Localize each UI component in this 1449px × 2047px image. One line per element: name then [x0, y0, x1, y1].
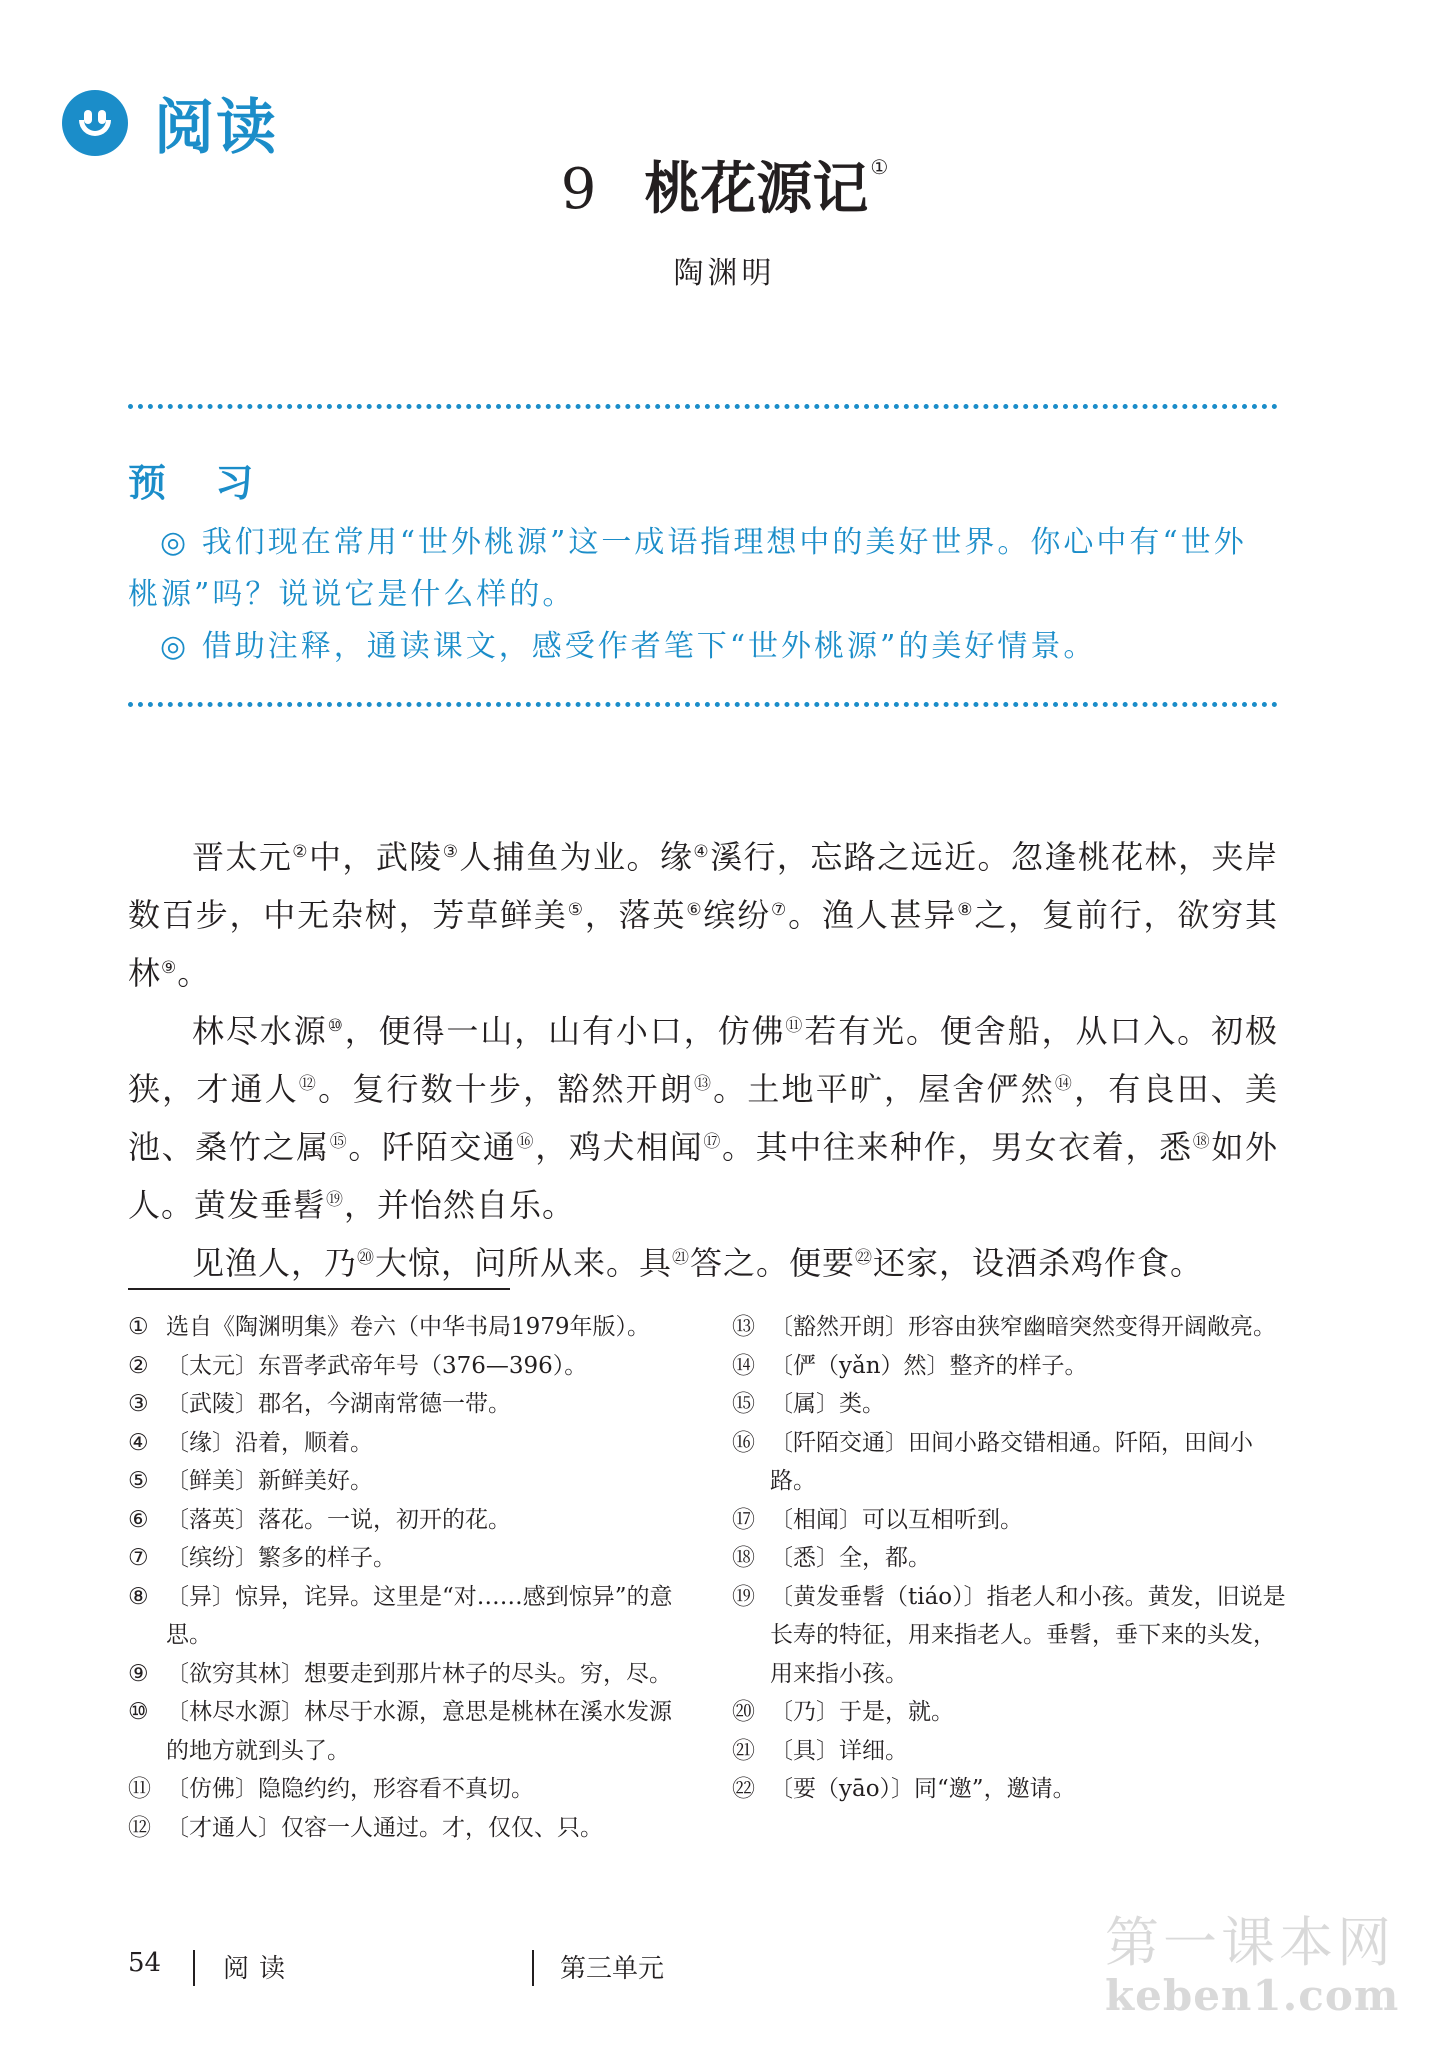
- footnote-ref: ㉑: [672, 1248, 691, 1268]
- footnote-ref: ⑨: [161, 958, 178, 978]
- footnotes-left: [128, 1308, 683, 1847]
- footnote: ⑯ 〔阡陌交通〕田间小路交错相通。阡陌，田间小路。: [732, 1429, 1253, 1494]
- title-footnote-mark: ①: [870, 155, 889, 179]
- footnote-ref: ⑫: [298, 1074, 319, 1094]
- watermark-line1: 第一课本网: [1105, 1911, 1395, 1974]
- footnote: ⑳ 〔乃〕于是，就。: [732, 1699, 954, 1725]
- footnote: ④ 〔缘〕沿着，顺着。: [128, 1429, 373, 1456]
- footnote: ⑫ 〔才通人〕仅容一人通过。才，仅仅、只。: [128, 1814, 603, 1841]
- lesson-title: [0, 145, 1449, 225]
- footer-unit: 第三单元: [560, 1954, 665, 1984]
- footnote: ⑪ 〔仿佛〕隐隐约约，形容看不真切。: [128, 1776, 534, 1802]
- preview-item: ◎ 借助注释，通读课文，感受作者笔下“世外桃源”的美好情景。: [160, 629, 1097, 664]
- footnote-ref: ⑮: [329, 1132, 349, 1152]
- footnote: ㉒ 〔要（yāo）〕同“邀”，邀请。: [732, 1776, 1076, 1802]
- footnote-ref: ⑦: [771, 900, 789, 920]
- footnote: ⑨ 〔欲穷其林〕想要走到那片林子的尽头。穷，尽。: [128, 1660, 672, 1687]
- footnote-ref: ㉒: [855, 1248, 874, 1268]
- dotted-divider-top: [128, 404, 1278, 409]
- footnote: ⑦ 〔缤纷〕繁多的样子。: [128, 1545, 396, 1571]
- watermark-line2: keben1.com: [1105, 1971, 1400, 2020]
- footnote-ref: ③: [442, 842, 460, 862]
- footnotes-right: [732, 1308, 1287, 1809]
- footnote-ref: ⑳: [357, 1248, 376, 1268]
- section-name: 阅读: [154, 93, 278, 163]
- footnote-rule: [128, 1288, 510, 1290]
- footnote-ref: ②: [292, 842, 309, 862]
- footnote-ref: ⑯: [516, 1132, 536, 1152]
- footnote-ref: ⑬: [693, 1074, 714, 1094]
- lesson-number: 9: [560, 157, 597, 222]
- dotted-divider-bottom: [128, 702, 1278, 707]
- footnote-ref: ⑤: [567, 900, 585, 920]
- lesson-title-text: 桃花源记: [644, 157, 869, 222]
- footnote-ref: ⑪: [785, 1016, 805, 1036]
- footnote-ref: ⑰: [703, 1132, 722, 1152]
- paragraph-3: 见渔人，乃⑳大惊，问所从来。具$^㉑$答之。便要$^㉒$还家，设酒杀鸡作食。: [192, 1244, 1204, 1282]
- footnote: ② 〔太元〕东晋孝武帝年号（376—396）。: [128, 1352, 588, 1379]
- footnote-ref: ⑧: [957, 900, 975, 920]
- author-name: 陶渊明: [673, 256, 776, 291]
- main-text: [128, 826, 1278, 1290]
- footnote: ⑰ 〔相闻〕可以互相听到。: [732, 1506, 1023, 1533]
- footer-divider: [532, 1950, 534, 1986]
- footnote-ref: ④: [693, 842, 711, 862]
- footnote: ⑥ 〔落英〕落花。一说，初开的花。: [128, 1506, 511, 1533]
- footnote: ① 选自《陶渊明集》卷六（中华书局1979年版）。: [128, 1314, 651, 1340]
- footnote: ⑱ 〔悉〕全，都。: [732, 1545, 931, 1571]
- footnote-ref: ⑱: [1192, 1132, 1212, 1152]
- footnote: ③ 〔武陵〕郡名，今湖南常德一带。: [128, 1391, 511, 1417]
- footnote-ref: ⑭: [1054, 1074, 1075, 1094]
- paragraph-2: 林尽水源⑩，便得一山，山有小口，仿佛⑪若有光。便舍船，从口入。初极狭，才通人⑫。复行数十步，豁然开朗⑬。土地平旷，屋舍俨然⑭，有良田、美池、桑竹之属⑮。阡陌交通⑯，鸡犬相闻⑰。其中往来种作，男女衣着，悉⑱如外人。黄发垂髫⑲，并怡然自乐。: [128, 1012, 1279, 1224]
- footnote: ⑲ 〔黄发垂髫（tiáo）〕指老人和小孩。黄发，旧说是长寿的特征，用来指老人。垂髫，垂下来的头发，用来指小孩。: [732, 1583, 1286, 1687]
- footer-section: 阅读: [223, 1954, 296, 1984]
- paragraph-1: 晋太元②中，武陵③人捕鱼为业。缘④溪行，忘路之远近。忽逢桃花林，夹岸数百步，中无杂树，芳草鲜美⑤，落英⑥缤纷⑦。渔人甚异⑧之，复前行，欲穷其林⑨。: [128, 838, 1278, 992]
- footnote-ref: ⑲: [326, 1190, 345, 1210]
- footnote: ⑧ 〔异〕惊异，诧异。这里是“对……感到惊异”的意思。: [128, 1583, 673, 1648]
- page-number: 54: [128, 1948, 162, 1978]
- footnote-ref: ⑥: [686, 900, 704, 920]
- preview-box: [128, 452, 1278, 673]
- footer-divider: [193, 1950, 195, 1986]
- preview-item: ◎ 我们现在常用“世外桃源”这一成语指理想中的美好世界。你心中有“世外桃源”吗？说说它是什么样的。: [128, 525, 1247, 612]
- footnote-ref: ⑩: [327, 1016, 345, 1036]
- preview-heading: 预 习: [128, 460, 272, 505]
- footnote: ⑤ 〔鲜美〕新鲜美好。: [128, 1468, 373, 1494]
- footnote: ⑬ 〔豁然开朗〕形容由狭窄幽暗突然变得开阔敞亮。: [732, 1314, 1276, 1340]
- footnote: ⑩ 〔林尽水源〕林尽于水源，意思是桃林在溪水发源的地方就到头了。: [128, 1699, 672, 1764]
- watermark: [1105, 1900, 1399, 2020]
- footnote: ⑮ 〔属〕类。: [732, 1391, 885, 1417]
- footnote: ⑭ 〔俨（yǎn）然〕整齐的样子。: [732, 1352, 1088, 1379]
- footnote: ㉑ 〔具〕详细。: [732, 1737, 908, 1764]
